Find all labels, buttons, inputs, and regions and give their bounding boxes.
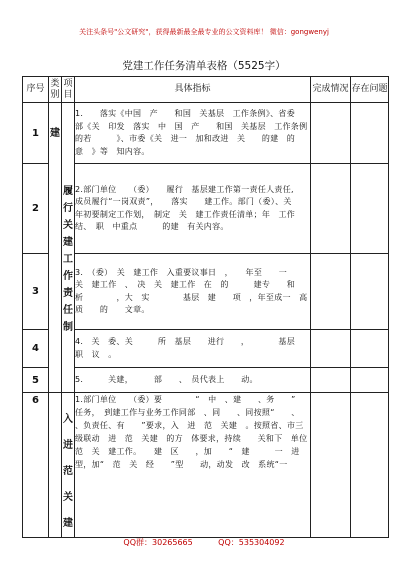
indicator-cell: 5. 关建， 部 、 员代表上 动。 — [75, 368, 311, 393]
table-row — [23, 103, 389, 164]
indicator-cell: 4. 关 委、关 所 基层 进行 ， 基层 职 议 。 — [75, 330, 311, 368]
status-cell — [311, 103, 351, 164]
header-category: 类别 — [49, 77, 62, 103]
footer-qq: QQ：535304092 — [218, 538, 285, 547]
indicator-cell: 2.部门单位 （委） 履行 基层建工作第一责任人责任, 成员履行“一岗双责”， 落实 建工作。部门（委）、关 年初要制定工作划， 制定 关 建工作责任清单；年 工作 结、 职 中重点 的建 有关内容。 — [75, 164, 311, 254]
row-number: 5 — [23, 368, 49, 393]
row-number: 6 — [23, 393, 49, 538]
issues-cell — [351, 254, 389, 330]
header-banner: 关注头条号"公文研究"，获得最新最全最专业的公文资料库！ 微信：gongwenyj — [79, 28, 329, 36]
issues-cell — [351, 393, 389, 538]
header-indicator: 具体指标 — [75, 77, 311, 103]
issues-cell — [351, 164, 389, 254]
table-row — [23, 330, 389, 368]
status-cell — [311, 330, 351, 368]
indicator-cell: 3. （委） 关 建工作 入重要议事日 ， 年至 一 关 建工作 、 决 关 建工作 在 的 建专 和 析 ，大 实 基层 建 项 ，年至成一 高质 的 文章。 — [75, 254, 311, 330]
row-number: 3 — [23, 254, 49, 330]
item-cell: 履行关建工作责任制 — [62, 103, 75, 393]
table-row — [23, 368, 389, 393]
table-row — [23, 164, 389, 254]
header-issues: 存在问题 — [351, 77, 389, 103]
document-title: 党建工作任务清单表格（5525字） — [122, 60, 286, 72]
header-item: 项目 — [62, 77, 75, 103]
table-row — [23, 393, 389, 538]
status-cell — [311, 368, 351, 393]
indicator-cell: 1. 落实《中国 产 和国 关基层 工作条例》、省委 部《关 印发 落实 中 国 产 和国 关基层 工作条例 的若 》、市委《关 进一 加和改进 关 的建 的意 》等 知内容。 — [75, 103, 311, 164]
item-cell: 入进范关建 — [62, 393, 75, 538]
indicator-cell: 1.部门单位 （委）要 “ 中 、建 、务 ” 任务， 到建工作与业务工作同部 、同 、同按照“ 、 、负责任、有 ”要求，入 进 范 关建 。按照省、市三级联动 进 范 关建 的方 体要求，持续 关和下 单位 范 关 建工作。 建 区 ，加 “ 建 一 进型，加“ 范 关 经 ”型 动，动发 改 系统“一 — [75, 393, 311, 538]
row-number: 4 — [23, 330, 49, 368]
category-cell — [49, 393, 62, 538]
issues-cell — [351, 368, 389, 393]
issues-cell — [351, 103, 389, 164]
status-cell — [311, 254, 351, 330]
footer-contact — [0, 537, 408, 548]
header-seq: 序号 — [23, 77, 49, 103]
footer-qq-group: QQ群：30265665 — [123, 538, 193, 547]
task-table — [22, 76, 389, 538]
row-number: 2 — [23, 164, 49, 254]
table-row — [23, 254, 389, 330]
table-header-row — [23, 77, 389, 103]
status-cell — [311, 164, 351, 254]
header-status: 完成情况 — [311, 77, 351, 103]
issues-cell — [351, 330, 389, 368]
row-number: 1 — [23, 103, 49, 164]
status-cell — [311, 393, 351, 538]
category-cell: 建 — [49, 103, 62, 393]
